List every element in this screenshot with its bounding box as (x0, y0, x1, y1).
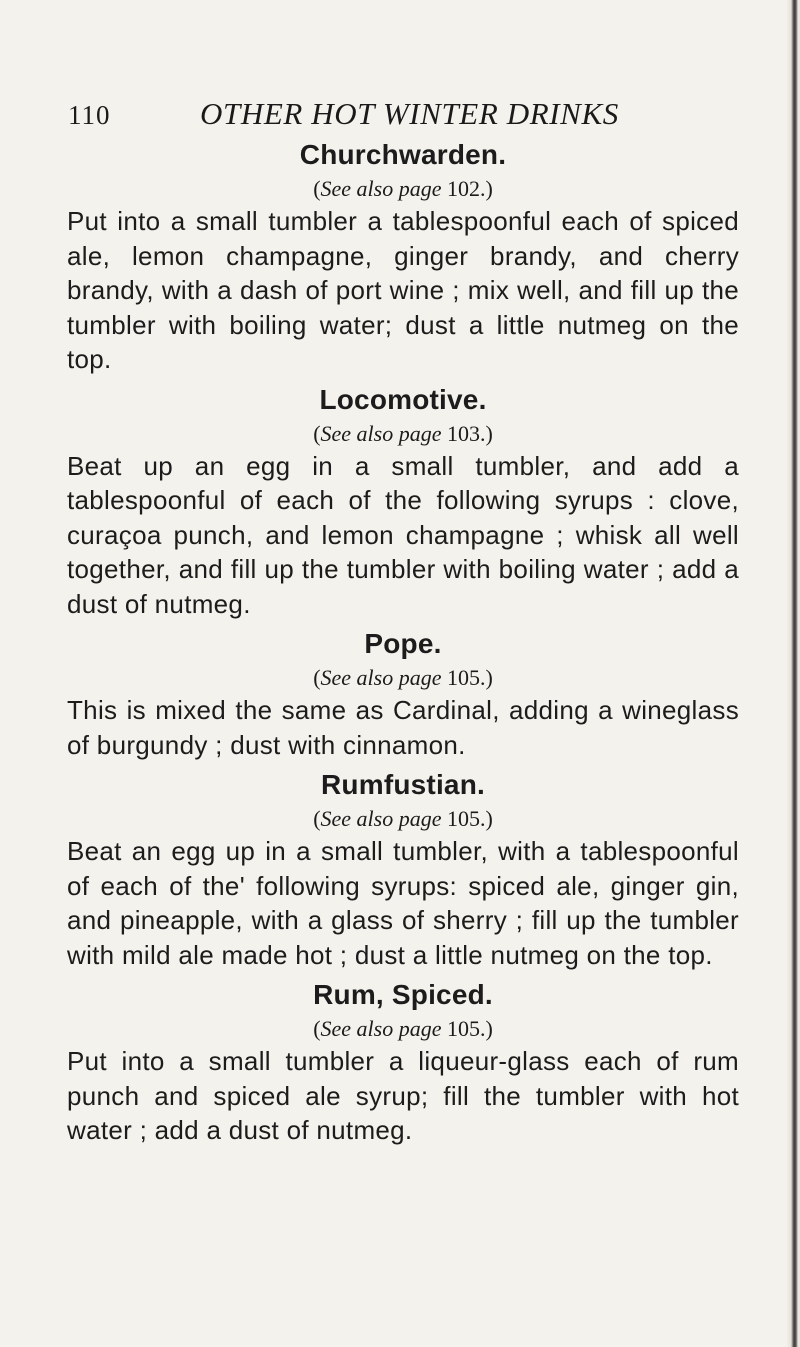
see-also-page: 105.) (446, 1016, 493, 1041)
see-also-label: See also page (320, 665, 442, 690)
see-also-reference: (See also page 105.) (313, 665, 493, 690)
page-number: 110 (68, 100, 111, 130)
see-also-page: 105.) (446, 806, 493, 831)
recipe-churchwarden (67, 132, 739, 377)
see-also-page: 102.) (446, 176, 493, 201)
see-also-label: See also page (320, 1016, 442, 1041)
recipe-instructions: This is mixed the same as Cardinal, adding a wineglass of burgundy ; dust with cinnamon. (67, 695, 739, 760)
see-also-reference: (See also page 102.) (313, 176, 493, 201)
see-also-reference: (See also page 103.) (313, 420, 493, 446)
see-also-page: 105.) (446, 665, 493, 690)
see-also-label: See also page (320, 420, 442, 446)
running-title: OTHER HOT WINTER DRINKS (200, 96, 619, 131)
recipe-instructions: Put into a small tumbler a tablespoonful each of spiced ale, lemon champagne, ginger brandy, and cherry brandy, with a dash of port wine ; mix well, and fill up the tumbler with boiling water; dust a little nutmeg on the top. (67, 206, 739, 374)
page-content (67, 132, 739, 1148)
recipe-title: Pope. (364, 628, 442, 659)
recipe-title: Rumfustian. (321, 769, 485, 800)
page-header (68, 96, 668, 136)
see-also-label: See also page (320, 176, 442, 201)
see-also-label: See also page (320, 806, 442, 831)
see-also-reference: (See also page 105.) (313, 806, 493, 831)
recipe-locomotive (67, 377, 739, 622)
recipe-title: Locomotive. (319, 383, 487, 415)
recipe-title: Rum, Spiced. (313, 979, 493, 1010)
recipe-instructions: Put into a small tumbler a liqueur-glass each of rum punch and spiced ale syrup; fill the tumbler with hot water ; add a dust of nutmeg. (67, 1046, 739, 1145)
page-edge-shadow (786, 0, 800, 1347)
recipe-title: Churchwarden. (299, 139, 507, 170)
recipe-instructions: Beat up an egg in a small tumbler, and add a tablespoonful of each of the following syrups : clove, curaçoa punch, and lemon champagne ; whisk all well together, and fill up the tumbler with boiling water ; add a dust of nutmeg. (67, 450, 739, 619)
recipe-rum-spiced (67, 972, 739, 1148)
recipe-rumfustian (67, 762, 739, 972)
see-also-reference: (See also page 105.) (313, 1016, 493, 1041)
recipe-instructions: Beat an egg up in a small tumbler, with a tablespoonful of each of the' following syrups: spiced ale, ginger gin, and pineapple, with a glass of sherry ; fill up the tumbler with mild ale made hot ; dust a little nutmeg on the top. (67, 836, 739, 970)
recipe-pope (67, 621, 739, 762)
see-also-page: 103.) (446, 420, 493, 446)
